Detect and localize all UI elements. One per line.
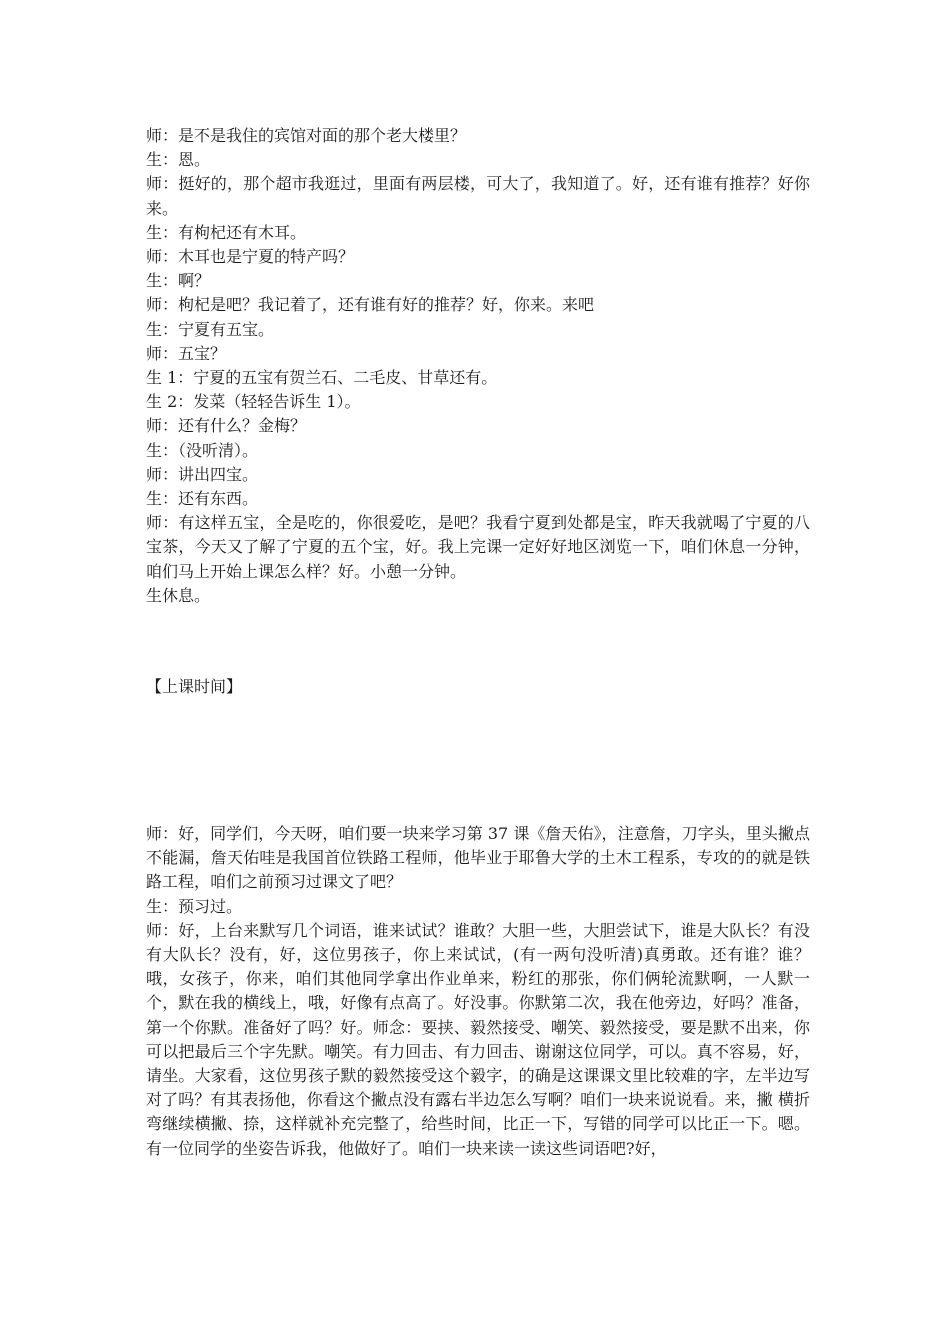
dialogue-section-1 (146, 124, 810, 608)
dialogue-section-2 (146, 822, 810, 1161)
dialogue-line: 生：有枸杞还有木耳。 (146, 222, 307, 242)
dialogue-line: 师：好，同学们，今天呀，咱们要一块来学习第 37 课《詹天佑》，注意詹，刀字头，里头撇点不能漏，詹天佑哇是我国首位铁路工程师，他毕业于耶鲁大学的土木工程系，专攻的的就是铁路工程，咱们之前预习过课文了吧？ (146, 824, 810, 892)
dialogue-line: 生：还有东西。 (146, 489, 259, 509)
dialogue-line: 师：有这样五宝，全是吃的，你很爱吃，是吧？我看宁夏到处都是宝，昨天我就喝了宁夏的八宝茶，今天又了解了宁夏的五个宝，好。我上完课一定好好地区浏览一下，咱们休息一分钟，咱们马上开始上课怎么样？好。小憩一分钟。 (146, 513, 810, 581)
dialogue-line: 师：挺好的，那个超市我逛过，里面有两层楼，可大了，我知道了。好，还有谁有推荐？好你来。 (146, 174, 810, 218)
dialogue-line: 师：枸杞是吧？我记着了，还有谁有好的推荐？好，你来。来吧 (146, 295, 595, 315)
dialogue-line: 师：好，上台来默写几个词语，谁来试试？谁敢？大胆一些，大胆尝试下，谁是大队长？有没有大队长？没有，好，这位男孩子，你上来试试，(有一两句没听清)真勇敢。还有谁？谁？哦，女孩子，你来，咱们其他同学拿出作业单来，粉红的那张，你们俩轮流默啊，一人默一个，默在我的横线上，哦，好像有点高了。好没事。你默第二次，我在他旁边，好吗？准备，第一个你默。准备好了吗？好。师念：要挟、毅然接受、嘲笑、毅然接受，要是默不出来，你可以把最后三个字先默。嘲笑。有力回击、有力回击、谢谢这位同学，可以。真不容易，好，请坐。大家看，这位男孩子默的毅然接受这个毅字，的确是这课课文里比较难的字，左半边写对了吗？有其表扬他，你看这个撇点没有露右半边怎么写啊？咱们一块来说说看。来，撇 横折弯继续横撇、捺，这样就补充完整了，给些时间，比正一下，写错的同学可以比正一下。嗯。有一位同学的坐姿告诉我，他做好了。咱们一块来读一读这些词语吧?好， (146, 920, 810, 1158)
dialogue-line: 师：讲出四宝。 (146, 464, 259, 484)
dialogue-line: 师：是不是我住的宾馆对面的那个老大楼里？ (146, 126, 467, 145)
dialogue-line: 生：（没听清）。 (146, 440, 259, 460)
dialogue-line: 生休息。 (146, 585, 211, 605)
dialogue-line: 生 2：发菜（轻轻告诉生 1）。 (146, 392, 361, 412)
dialogue-line: 生：恩。 (146, 150, 211, 170)
dialogue-line: 师：还有什么？金梅？ (146, 416, 307, 436)
section-heading: 【上课时间】 (146, 677, 243, 696)
dialogue-line: 生 1：宁夏的五宝有贺兰石、二毛皮、甘草还有。 (146, 368, 498, 388)
dialogue-line: 生：预习过。 (146, 896, 243, 916)
dialogue-line: 师：木耳也是宁夏的特产吗？ (146, 247, 355, 267)
dialogue-line: 师：五宝？ (146, 343, 227, 363)
dialogue-line: 生：宁夏有五宝。 (146, 319, 275, 339)
dialogue-line: 生：啊？ (146, 271, 211, 291)
